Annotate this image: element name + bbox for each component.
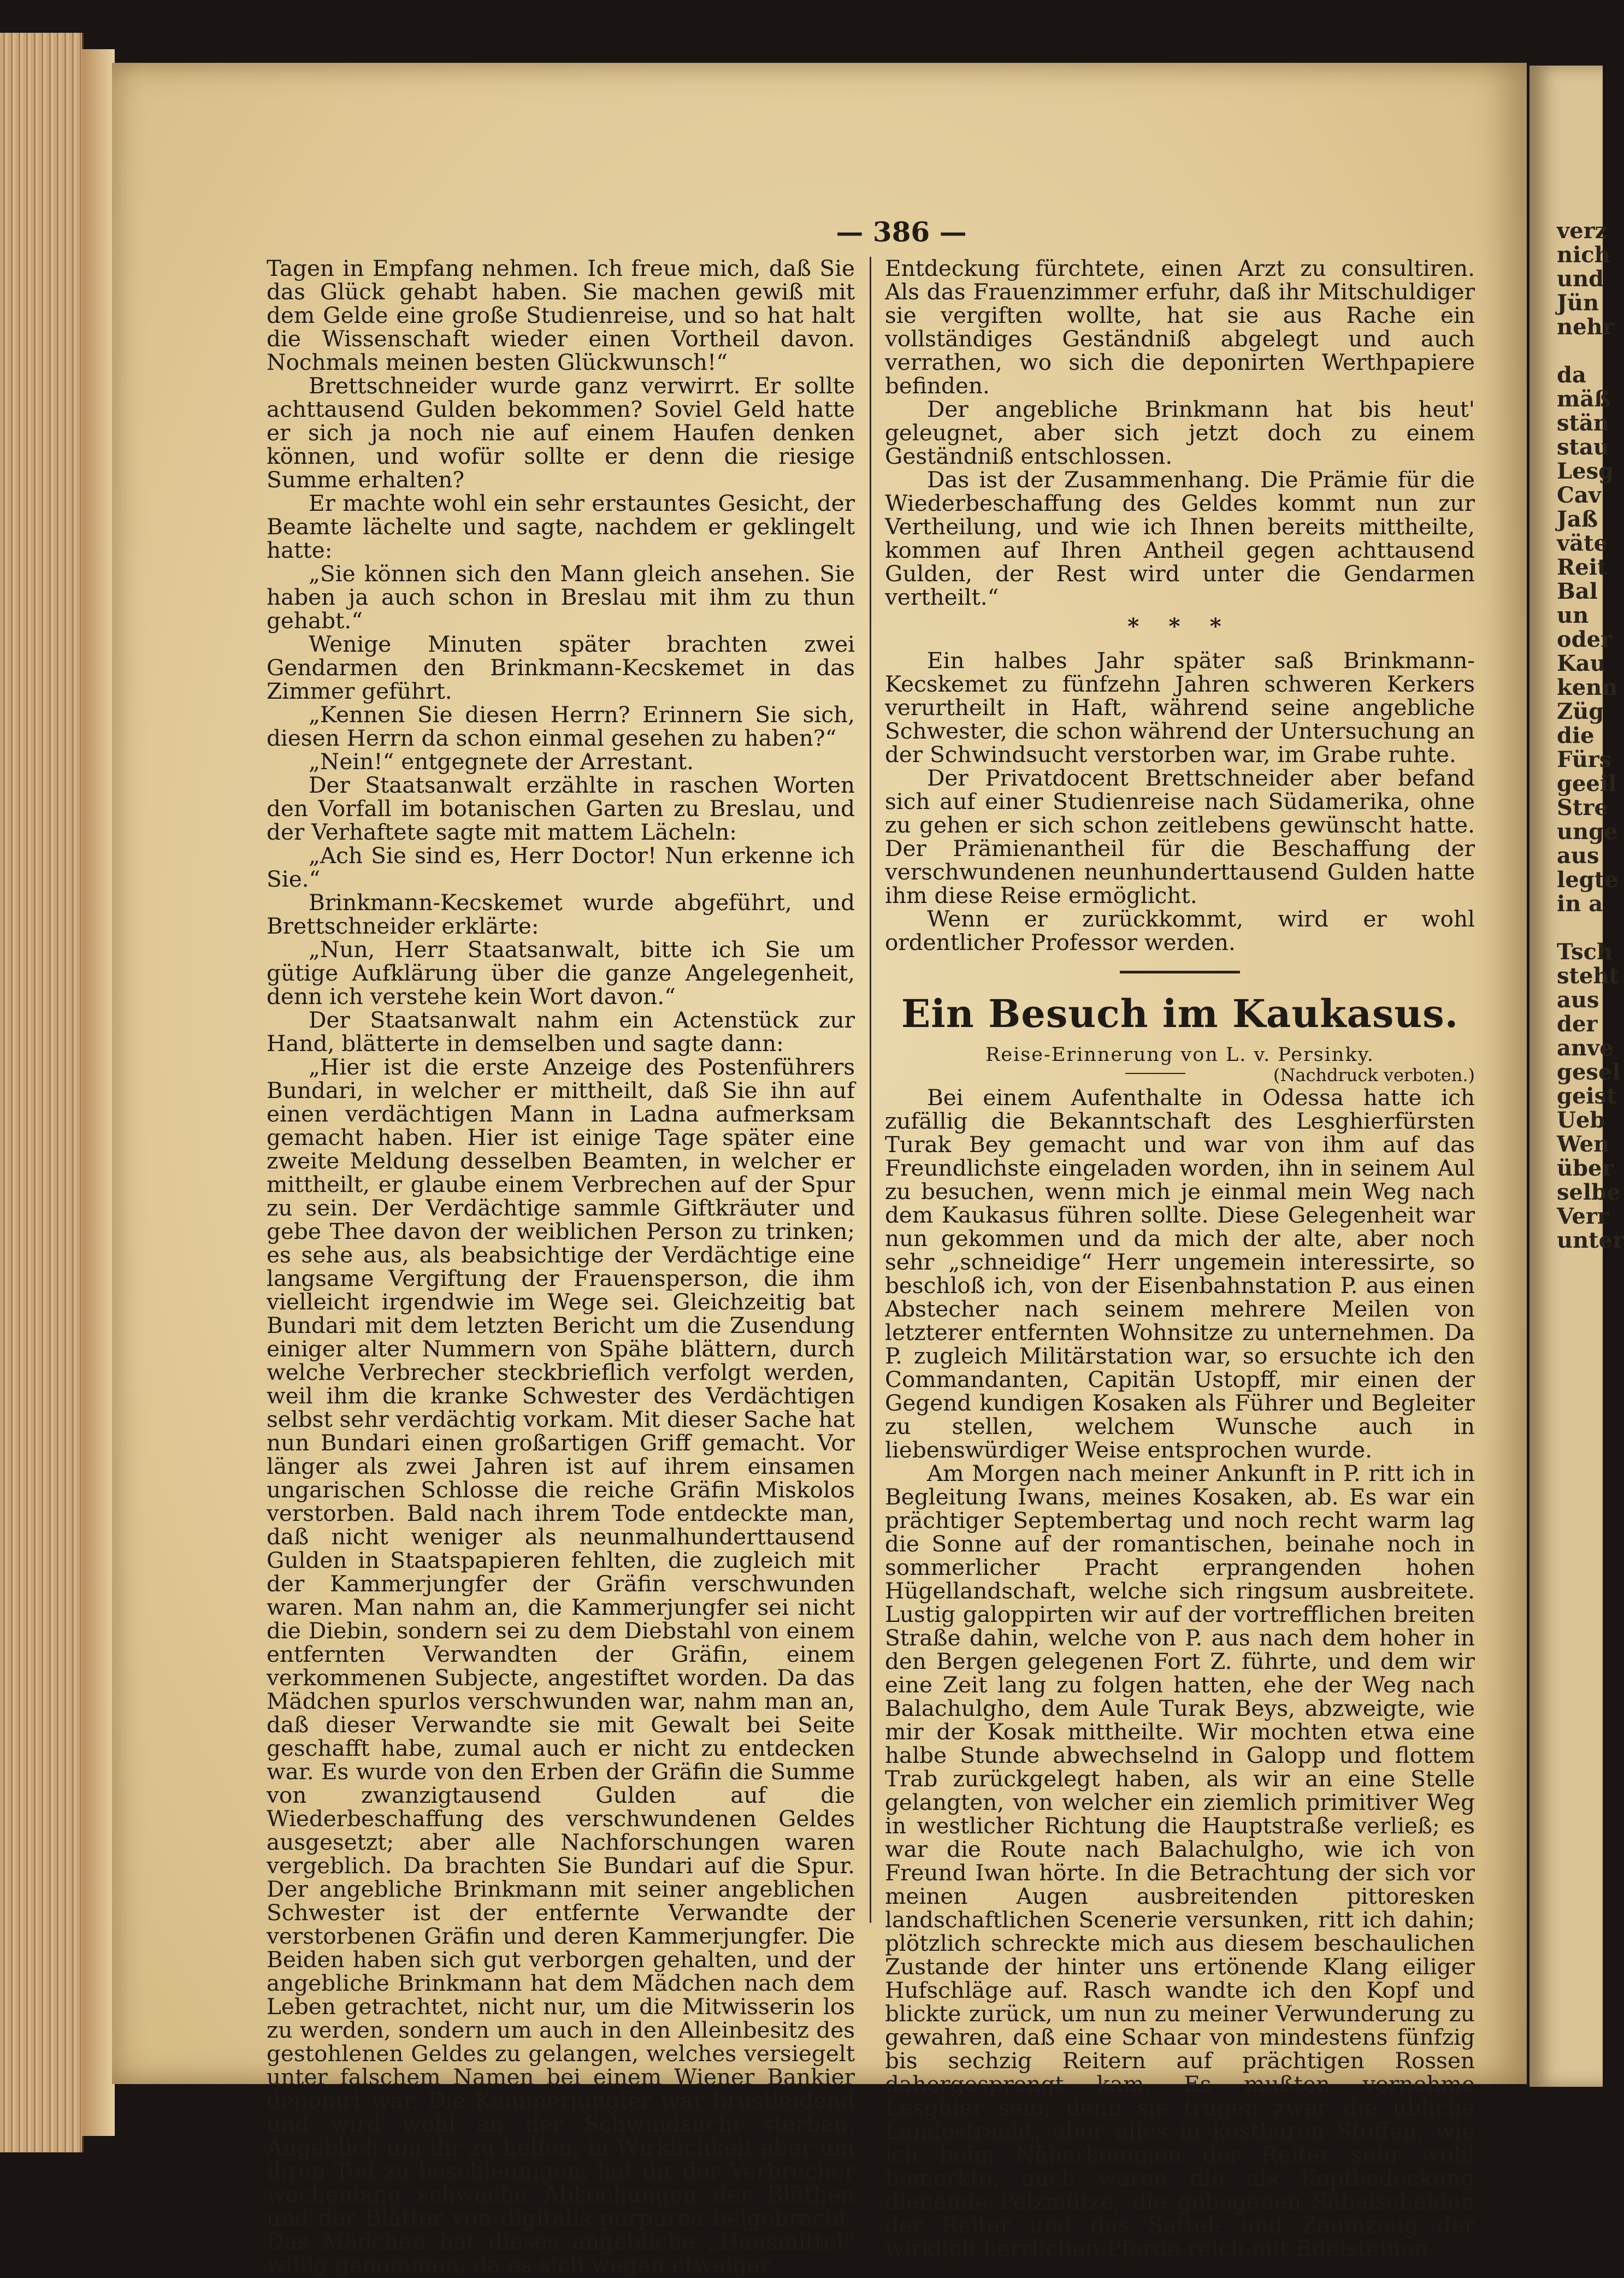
paragraph: Er machte wohl ein sehr erstauntes Gesicht, der Beamte lächelte und sagte, nachdem er geklingelt hatte: (267, 490, 855, 563)
adjacent-page-word: Züg (1557, 699, 1604, 724)
page-number: — 386 — (836, 216, 967, 248)
adjacent-page-word: Ueb (1557, 1107, 1605, 1133)
adjacent-page-word: Cav (1557, 482, 1601, 508)
paragraph: „Sie können sich den Mann gleich ansehen. Sie haben ja auch schon in Breslau mit ihm zu thun gehabt.“ (267, 560, 855, 634)
adjacent-page-word: Jün (1557, 290, 1599, 316)
paragraph: Am Morgen nach meiner Ankunft in P. ritt ich in Begleitung Iwans, meines Kosaken, ab. Es war ein prächtiger Septembertag und noch recht warm lag die Sonne auf der romantischen, beinahe noch in sommerlicher Pracht erprangenden hohen Hügellandschaft, welche sich ringsum ausbreitete. Lustig galoppirten wir auf der vortrefflichen breiten Straße dahin, welche von P. aus nach dem hoher in den Bergen gelegenen Fort Z. führte, und dem wir eine Zeit lang zu folgen hatten, ehe der Weg nach Balachulgho, dem Aule Turak Beys, abzweigte, wie mir der Kosak mittheilte. Wir mochten etwa eine halbe Stunde abwechselnd in Galopp und flottem Trab zurückgelegt haben, als wir an eine Stelle gelangten, von welcher ein ziemlich primitiver Weg in westlicher Richtung die Hauptstraße verließ; es war die Route nach Balachulgho, wie ich von Freund Iwan hörte. In die Betrachtung der sich vor meinen Augen ausbreitenden pittoresken landschaftlichen Scenerie versunken, ritt ich dahin; plötzlich schreckte mich aus diesem beschaulichen Zustande der hinter uns ertönende Klang eiliger Hufschläge auf. Rasch wandte ich den Kopf und blickte zurück, um nun zu meiner Verwunderung zu gewahren, daß eine Schaar von mindestens fünfzig bis sechzig Reitern auf prächtigen Rossen dahergesprengt kam. Es mußten vornehme Lesghier sein, denn sie trugen zwar die übliche Landestracht, aber alles in kostbaren Stoffen, wie ich beim Näherkommen der Reiter sehr wohl bemerkte, auch waren die als Kopfbedeckung dienende Pelzmütze, die gebogenen Säbelscheiden der Reiter und das Sattel- und Zaumzeug der wirklich herrlichen Pferde reich mit Edelsteinen (885, 1460, 1475, 2262)
adjacent-page-word: aus (1557, 987, 1599, 1013)
adjacent-page-word: väte (1557, 530, 1608, 556)
paragraph: Der angebliche Brinkmann hat bis heut' geleugnet, aber sich jetzt doch zu einem Geständniß entschlossen. (885, 396, 1475, 469)
column-divider (870, 257, 871, 1923)
paragraph: „Nun, Herr Staatsanwalt, bitte ich Sie um gütige Aufklärung über die ganze Angelegenheit, denn ich verstehe kein Wort davon.“ (267, 936, 855, 1010)
paragraph: Wenige Minuten später brachten zwei Gendarmen den Brinkmann-Kecskemet in das Zimmer geführt. (267, 631, 855, 704)
adjacent-page-word: Fürs (1557, 747, 1612, 772)
paragraph: „Hier ist die erste Anzeige des Postenführers Bundari, in welcher er mittheilt, daß Sie ihn auf einen verdächtigen Mann in Ladna aufmerksam gemacht haben. Hier ist einige Tage später eine zweite Meldung desselben Beamten, in welcher er mittheilt, er glaube einem Verbrechen auf der Spur zu sein. Der Verdächtige sammle Giftkräuter und gebe Thee davon der weiblichen Person zu trinken; es sehe aus, als beabsichtige der Verdächtige eine langsame Vergiftung der Frauensperson, die ihm vielleicht irgendwie im Wege sei. Gleichzeitig bat Bundari mit dem letzten Bericht um die Zusendung einiger alter Nummern von Spähe blättern, durch welche Verbrecher steckbrieflich verfolgt werden, weil ihm die kranke Schwester des Verdächtigen selbst sehr verdächtig vorkam. Mit dieser Sache hat nun Bundari einen großartigen Griff gemacht. Vor länger als zwei Jahren ist auf ihrem einsamen ungarischen Schlosse die reiche Gräfin Miskolos verstorben. Bald nach ihrem Tode entdeckte man, daß nicht weniger als neunmalhunderttausend Gulden in Staatspapieren fehlten, die zugleich mit der Kammerjungfer der Gräfin verschwunden waren. Man nahm an, die Kammerjungfer sei nicht die Diebin, sondern sei zu dem Diebstahl von einem entfernten Verwandten der Gräfin, einem verkommenen Subjecte, angestiftet worden. Da das Mädchen spurlos verschwunden war, nahm man an, daß dieser Verwandte sie mit Gewalt bei Seite geschafft habe, zumal auch er nicht zu entdecken war. Es wurde von den Erben der Gräfin die Summe von zwanzigtausend Gulden auf die Wiederbeschaffung des verschwundenen Geldes ausgesetzt; aber alle Nachforschungen waren vergeblich. Da brachten Sie Bundari auf die Spur. Der angebliche Brinkmann mit seiner angeblichen Schwester ist der entfernte Verwandte der verstorbenen Gräfin und deren Kammerjungfer. Die Beiden haben sich gut verborgen gehalten, und der angebliche Brinkmann hat dem Mädchen nach dem Leben getrachtet, nicht nur, um die Mitwisserin los zu werden, sondern um auch in den Alleinbesitz des gestohlenen Geldes zu gelangen, welches versiegelt unter falschem Namen bei einem Wiener Bankier deponirt war. Die Kammerjungfer war brustleidend und wird wohl an der Schwindsucht sterben. Angeblich um ihr zu helfen, in Wirklichkeit aber um ihren Tod zu beschleunigen, hat ihr der Verbrecher wochenlang schwache Abkochungen der Blüthen und der Blätter von digitalis purpurea beigebracht. Das Mädchen hat dieses angebliche „Hausmittel“ willig genommen, da es sich wegen etwaiger (267, 1054, 855, 2278)
section-stars: * * * (1127, 613, 1232, 639)
adjacent-page-word: aus (1557, 843, 1599, 869)
text-column-left (267, 257, 855, 2277)
adjacent-page-word: Reit (1557, 554, 1608, 580)
adjacent-page-word: unge (1557, 819, 1618, 845)
adjacent-page-word: steht (1557, 963, 1620, 989)
adjacent-page-word: und (1557, 266, 1604, 292)
adjacent-page-word: Tsch (1557, 939, 1613, 965)
adjacent-page-word: Wen (1557, 1131, 1610, 1157)
adjacent-page-word: verz (1557, 218, 1608, 244)
paragraph: Tagen in Empfang nehmen. Ich freue mich, daß Sie das Glück gehabt haben. Sie machen gewiß mit dem Gelde eine große Studienreise, und so hat halt die Wissenschaft wieder einen Vortheil davon. Nochmals meinen besten Glückwunsch!“ (267, 255, 855, 375)
adjacent-page-word: selbe (1557, 1179, 1621, 1205)
paragraph: Der Privatdocent Brettschneider aber befand sich auf einer Studienreise nach Südamerika, ohne zu gehen er sich schon zeitlebens gewünscht hatte. Der Prämienantheil für die Beschaffung der verschwundenen neunhunderttausend Gulden hatte ihm diese Reise ermöglicht. (885, 765, 1475, 908)
adjacent-page-word: un (1557, 603, 1589, 628)
text-column-right (885, 257, 1475, 2261)
paragraph: Ein halbes Jahr später saß Brinkmann-Kecskemet zu fünfzehn Jahren schweren Kerkers verurtheilt in Haft, während seine angebliche Schwester, die schon während der Untersuchung an der Schwindsucht verstorben war, im Grabe ruhte. (885, 647, 1475, 768)
paragraph: „Nein!“ entgegnete der Arrestant. (308, 748, 694, 775)
adjacent-page-word: Bal (1557, 579, 1598, 604)
adjacent-page-word: stän (1557, 410, 1609, 436)
paragraph: Das ist der Zusammenhang. Die Prämie für die Wiederbeschaffung des Geldes kommt nun zur Vertheilung, und wie ich Ihnen bereits mittheilte, kommen auf Ihren Antheil gegen achttausend Gulden, der Rest wird unter die Gendarmen vertheilt.“ (885, 467, 1475, 610)
adjacent-page-word: in a (1557, 891, 1603, 917)
article-separator (1120, 971, 1240, 973)
reprint-notice: (Nachdruck verboten.) (1273, 1065, 1475, 1085)
paragraph: Brettschneider wurde ganz verwirrt. Er sollte achttausend Gulden bekommen? Soviel Geld hatte er sich ja noch nie auf einem Haufen denken können, und wofür sollte er denn die riesige Summe erhalten? (267, 373, 855, 493)
paragraph: Wenn er zurückkommt, wird er wohl ordentlicher Professor werden. (885, 906, 1475, 955)
article-body (885, 1086, 1475, 2261)
adjacent-page-word: Stre (1557, 795, 1608, 821)
article-byline: Reise-Erinnerung von L. v. Persinky. (985, 1044, 1374, 1066)
adjacent-page-word: mäß (1557, 386, 1611, 412)
adjacent-page-word: nich (1557, 242, 1610, 268)
adjacent-page-word: anve (1557, 1035, 1614, 1061)
book-gutter (82, 49, 115, 2136)
paragraph: Der Staatsanwalt erzählte in raschen Worten den Vorfall im botanischen Garten zu Breslau, und der Verhaftete sagte mit mattem Lächeln: (267, 772, 855, 845)
adjacent-page-fragment (1529, 66, 1624, 2087)
adjacent-page-word: oder (1557, 627, 1613, 652)
paragraph: Entdeckung fürchtete, einen Arzt zu consultiren. Als das Frauenzimmer erfuhr, daß ihr Mitschuldiger sie vergiften wollte, hat sie aus Rache ein vollständiges Geständniß abgelegt und auch verrathen, wo sich die deponirten Werthpapiere befinden. (885, 255, 1475, 399)
paragraph: Bei einem Aufenthalte in Odessa hatte ich zufällig die Bekanntschaft des Lesghierfürsten Turak Bey gemacht und war von ihm auf das Freundlichste eingeladen worden, ihn in seinem Aul zu besuchen, wenn mich je einmal mein Weg nach dem Kaukasus führen sollte. Diese Gelegenheit war nun gekommen und da mich der alte, aber noch sehr „schneidige“ Herr ungemein interessirte, so beschloß ich, von der Eisenbahnstation P. aus einen Abstecher nach seinem mehrere Meilen von letzterer entfernten Wohnsitze zu unternehmen. Da P. zugleich Militärstation war, so ersuchte ich den Commandanten, Capitän Ustopff, mir einen der Gegend kundigen Kosaken als Führer und Begleiter zu stellen, welchem Wunsche auch in liebenswürdiger Weise entsprochen wurde. (885, 1084, 1475, 1463)
adjacent-page-word: nehr (1557, 314, 1614, 340)
adjacent-page-word: über (1557, 1155, 1614, 1181)
paragraph: Brinkmann-Kecskemet wurde abgeführt, und Brettschneider erklärte: (267, 889, 855, 939)
adjacent-page-word: die (1557, 723, 1595, 748)
adjacent-page-word: Lesg (1557, 458, 1614, 484)
paragraph: „Ach Sie sind es, Herr Doctor! Nun erkenne ich Sie.“ (267, 842, 855, 892)
adjacent-page-word: Kau (1557, 651, 1606, 676)
adjacent-page-word: legte (1557, 867, 1619, 893)
adjacent-page-word: geeil (1557, 771, 1617, 796)
adjacent-page-word: unter (1557, 1227, 1624, 1253)
book-page-edges (0, 33, 84, 2152)
adjacent-page-word: geist (1557, 1083, 1617, 1109)
story-epilogue (885, 649, 1475, 954)
adjacent-page-word: Jaß (1557, 506, 1598, 532)
adjacent-page-word: gesel (1557, 1059, 1621, 1085)
paragraph: Der Staatsanwalt nahm ein Actenstück zur Hand, blätterte in demselben und sagte dann: (267, 1007, 855, 1057)
adjacent-page-word: Verr (1557, 1203, 1609, 1229)
adjacent-page-word: der (1557, 1011, 1598, 1037)
article-headline: Ein Besuch im Kaukasus. (901, 991, 1459, 1036)
adjacent-page-word: stau (1557, 434, 1609, 460)
adjacent-page-word: kenn (1557, 675, 1618, 700)
story-ending (885, 257, 1475, 609)
paragraph: „Kennen Sie diesen Herrn? Erinnern Sie sich, diesen Herrn da schon einmal gesehen zu haben?“ (267, 701, 855, 751)
adjacent-page-word: da (1557, 362, 1586, 388)
